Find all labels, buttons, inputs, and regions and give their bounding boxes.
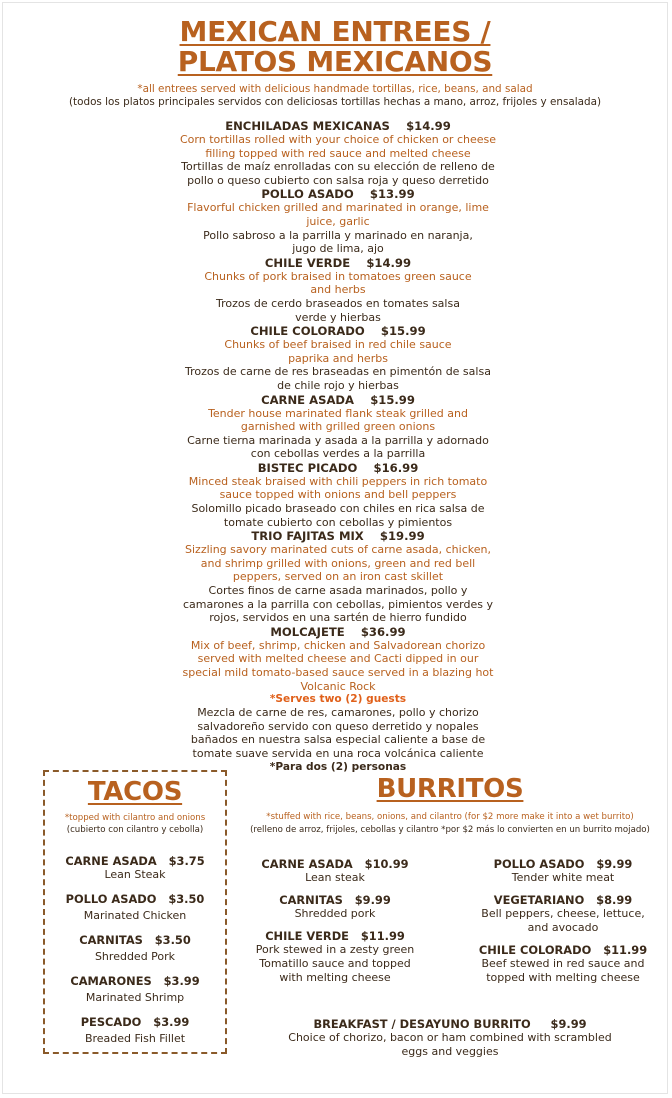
taco-item [45,974,225,1005]
entree-item [133,625,543,774]
taco-price: $3.99 [163,974,200,988]
burrito-description: and avocado [527,921,599,934]
entree-name: TRIO FAJITAS MIX [251,529,364,544]
entree-description-en: Minced steak braised with chili peppers in rich tomato [188,474,488,488]
burrito-name: CHILE COLORADO [478,943,592,957]
tacos-list [45,854,225,1046]
taco-heading [45,933,225,947]
breakfast-burrito-description [235,1031,665,1059]
entree-name: MOLCAJETE [270,624,345,639]
entrees-note-en: *all entrees served with delicious handmade tortillas, rice, beans, and salad [137,83,533,95]
entree-description-es: verde y hierbas [295,310,381,324]
entree-name: CARNE ASADA [261,392,355,407]
entree-description-en: and shrimp grilled with onions, green and red bell [200,556,476,570]
entree-price: $16.99 [373,460,419,475]
entree-description-en: garnished with grilled green onions [240,420,436,434]
entree-description-es: Carne tierna marinada y asada a la parrilla y adornado [187,433,489,447]
breakfast-burrito-description-line: eggs and veggies [401,1045,499,1058]
entree-heading [133,256,543,270]
burrito-heading [463,943,663,957]
breakfast-burrito-description-line: Choice of chorizo, bacon or ham combined with scrambled [288,1031,612,1044]
taco-heading [45,1015,225,1029]
entree-description-es: tomate cubierto con cebollas y pimientos [223,515,453,529]
taco-price: $3.50 [168,892,205,906]
burritos-right-column [463,857,663,985]
entree-description-es: jugo de lima, ajo [292,242,384,256]
entrees-header [3,17,667,109]
breakfast-burrito [235,1009,665,1059]
entree-description-en: Flavorful chicken grilled and marinated in orange, lime [187,201,489,215]
burrito-description: Bell peppers, cheese, lettuce, [481,907,645,920]
entree-item [133,393,543,461]
entree-description-es: pollo o queso cubierto con salsa roja y queso derretido [187,173,489,187]
entree-description-en: served with melted cheese and Cacti dipped in our [197,652,479,666]
burrito-heading [463,893,663,907]
burritos-note [235,811,665,837]
taco-description: Marinated Chicken [83,909,187,922]
entree-item [133,187,543,255]
taco-item [45,854,225,882]
entree-item [133,324,543,392]
tacos-note [45,812,225,836]
entree-price: $14.99 [406,119,451,133]
burritos-left-column [235,857,435,985]
burrito-heading [235,893,435,907]
tacos-title: TACOS [87,777,183,807]
entree-item [133,461,543,529]
entree-heading [133,187,543,201]
burrito-price: $8.99 [596,893,633,907]
entree-name: CHILE VERDE [264,255,351,270]
menu-page [2,2,668,1094]
taco-price: $3.50 [154,933,191,947]
entrees-list [133,119,543,774]
burrito-description: Lean steak [305,871,365,884]
entree-description-en: Tender house marinated flank steak grilled and [208,406,468,420]
taco-heading [45,892,225,906]
entree-description-es: Cortes finos de carne asada marinados, pollo y [208,584,468,598]
entree-name: CHILE COLORADO [250,324,365,339]
tacos-note-en: *topped with cilantro and onions [64,813,206,823]
entree-description-es: Solomillo picado braseado con chiles en rica salsa de [191,502,485,516]
entree-heading [133,461,543,475]
entree-description-es: bañados en nuestra salsa especial caliente a base de [190,733,486,747]
taco-name: CAMARONES [70,974,152,988]
taco-item [45,892,225,923]
entrees-title-line2: PLATOS MEXICANOS [177,45,493,78]
entree-description-en: sauce topped with onions and bell peppers [219,488,457,502]
burritos-title: BURRITOS [376,774,524,804]
entree-description-es: Mezcla de carne de res, camarones, pollo y chorizo [197,706,479,720]
taco-heading [45,974,225,988]
burrito-heading [235,857,435,871]
taco-description: Breaded Fish Fillet [84,1032,186,1045]
entree-price: $15.99 [380,324,426,339]
entree-item [133,119,543,187]
entree-description-es: Tortillas de maíz enrolladas con su elección de relleno de [181,160,495,174]
entree-description-en: Volcanic Rock [300,679,376,693]
taco-price: $3.99 [153,1015,190,1029]
entree-price: $36.99 [360,624,406,639]
burrito-name: POLLO ASADO [493,857,585,871]
burritos-note-es: (relleno de arroz, frijoles, cebollas y cilantro *por $2 más lo convierten en un burrito mojado) [250,825,650,835]
breakfast-burrito-heading [235,1017,665,1031]
taco-name: CARNITAS [79,933,143,947]
breakfast-burrito-name: BREAKFAST / DESAYUNO BURRITO [313,1017,531,1031]
burrito-description: Beef stewed in red sauce and [481,957,645,970]
taco-heading [45,854,225,868]
entree-description-es: camarones a la parrilla con cebollas, pimientos verdes y [183,597,493,611]
entree-description-es: Trozos de carne de res braseadas en pimentón de salsa [185,365,491,379]
taco-item [45,933,225,964]
entree-description-en: special mild tomato-based sauce served in a blazing hot [182,666,494,679]
burrito-price: $9.99 [596,857,633,871]
burrito-heading [235,929,435,943]
entree-description-en: Corn tortillas rolled with your choice of chicken or cheese [179,133,496,146]
entree-price: $19.99 [379,529,425,544]
entree-price: $14.99 [366,255,412,270]
entree-price: $15.99 [370,392,415,407]
entree-description-en: Sizzling savory marinated cuts of carne asada, chicken, [185,543,491,557]
taco-description: Lean Steak [104,868,166,881]
burrito-name: CARNE ASADA [261,857,353,871]
taco-name: CARNE ASADA [65,854,157,868]
tacos-section [43,770,227,1054]
burrito-price: $9.99 [354,893,391,907]
burrito-heading [463,857,663,871]
entree-description-en: juice, garlic [306,214,370,228]
burrito-name: CARNITAS [279,893,343,907]
entree-item [133,256,543,324]
entree-description-es: rojos, servidos en una sartén de hierro fundido [209,611,467,625]
burrito-name: VEGETARIANO [493,893,585,907]
burrito-description: Tender white meat [511,871,615,884]
entree-heading [133,324,543,338]
entree-heading [133,119,543,133]
entree-description-es: Trozos de cerdo braseados en tomates salsa [216,296,460,310]
burrito-description: Tomatillo sauce and topped [259,957,411,970]
entree-description-en: Chunks of pork braised in tomatoes green sauce [204,269,472,283]
burrito-price: $11.99 [360,929,405,943]
burrito-name: CHILE VERDE [265,929,349,943]
burrito-description: with melting cheese [279,971,391,984]
entree-description-es: tomate suave servida en una roca volcánica caliente [192,746,484,760]
entree-price: $13.99 [369,187,415,202]
entrees-title-line1: MEXICAN ENTREES / [179,15,491,48]
burritos-section [235,774,665,1058]
burritos-note-en: *stuffed with rice, beans, onions, and cilantro (for $2 more make it into a wet burrito) [266,812,634,822]
entree-description-es: de chile rojo y hierbas [277,378,399,392]
entree-description-es: Pollo sabroso a la parrilla y marinado en naranja, [203,228,473,242]
burrito-description: topped with melting cheese [486,971,640,984]
taco-price: $3.75 [168,854,205,868]
entree-heading [133,625,543,639]
entree-description-en: filling topped with red sauce and melted cheese [205,146,471,160]
entree-heading [133,393,543,407]
entree-description-es: con cebollas verdes a la parrilla [250,447,426,461]
taco-description: Shredded Pork [94,950,176,963]
entree-heading [133,529,543,543]
entree-serves-es: *Para dos (2) personas [269,760,407,773]
taco-name: POLLO ASADO [65,892,157,906]
breakfast-burrito-price: $9.99 [550,1017,587,1031]
burrito-description: Pork stewed in a zesty green [255,943,415,956]
entree-item [133,529,543,625]
burrito-price: $10.99 [364,857,409,871]
taco-name: PESCADO [80,1015,142,1029]
entree-description-en: Chunks of beef braised in red chile sauce [224,338,452,352]
taco-item [45,1015,225,1046]
entree-description-es: salvadoreño servido con queso derretido y nopales [197,719,479,733]
entree-serves-en: *Serves two (2) guests [269,693,407,706]
entree-name: BISTEC PICADO [257,460,358,475]
taco-description: Marinated Shrimp [85,991,185,1004]
entree-description-en: Mix of beef, shrimp, chicken and Salvadorean chorizo [190,638,486,652]
entree-name: ENCHILADAS MEXICANAS [225,119,390,133]
entree-description-en: paprika and herbs [288,351,388,365]
entree-description-en: peppers, served on an iron cast skillet [232,570,444,584]
tacos-note-es: (cubierto con cilantro y cebolla) [66,825,204,835]
burrito-price: $11.99 [603,943,648,957]
entree-name: POLLO ASADO [261,187,354,202]
entrees-note-es: (todos los platos principales servidos con deliciosas tortillas hechas a mano, arroz, frijoles y ensalada) [68,96,601,108]
burrito-description: Shredded pork [294,907,376,920]
entree-description-en: and herbs [310,283,366,297]
